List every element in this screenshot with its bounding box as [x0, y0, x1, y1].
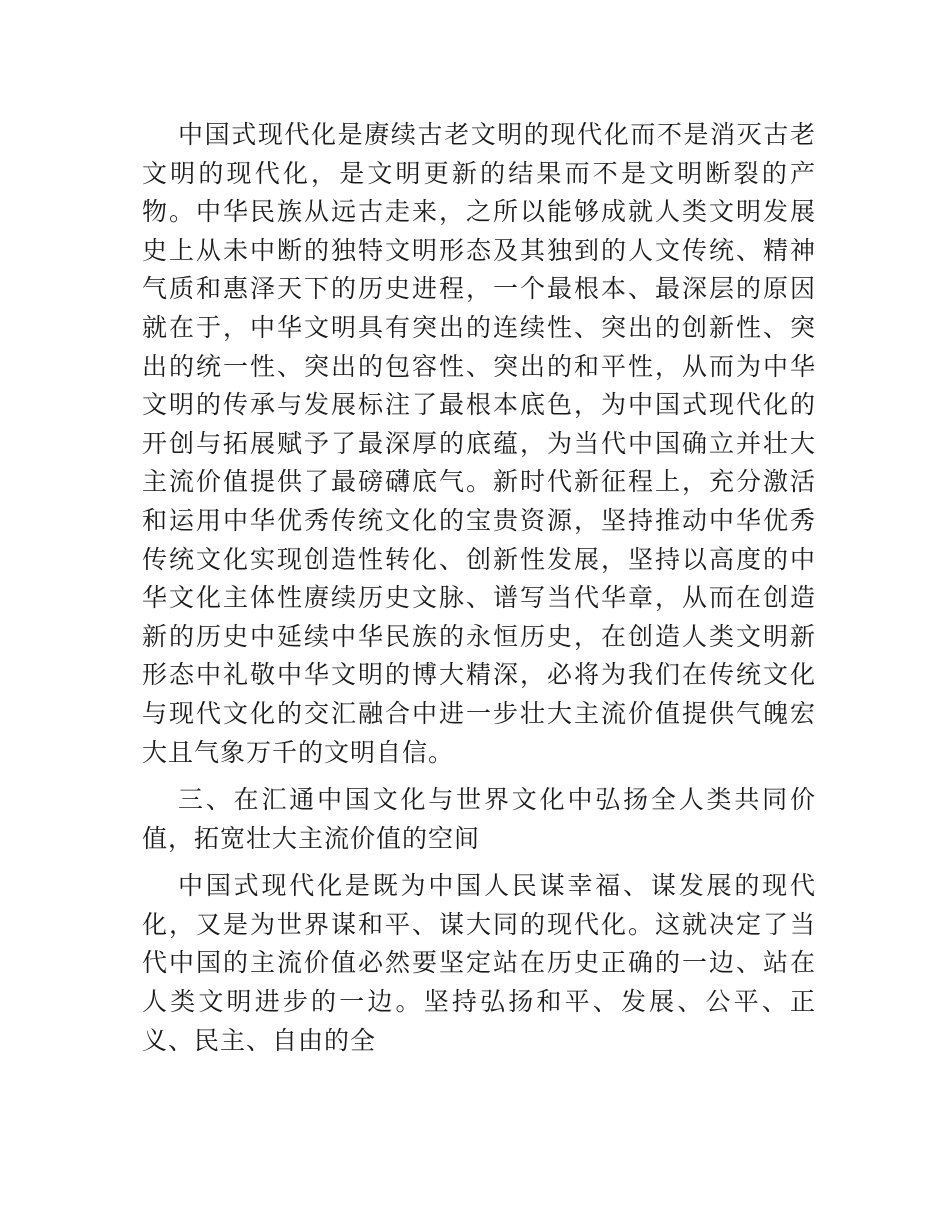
body-paragraph: 中国式现代化是赓续古老文明的现代化而不是消灭古老文明的现代化，是文明更新的结果而不是文明断裂的产物。中华民族从远古走来，之所以能够成就人类文明发展史上从未中断的独特文明形态及其独到的人文传统、精神气质和惠泽天下的历史进程，一个最根本、最深层的原因就在于，中华文明具有突出的连续性、突出的创新性、突出的统一性、突出的包容性、突出的和平性，从而为中华文明的传承与发展标注了最根本底色，为中国式现代化的开创与拓展赋予了最深厚的底蕴，为当代中国确立并壮大主流价值提供了最磅礴底气。新时代新征程上，充分激活和运用中华优秀传统文化的宝贵资源，坚持推动中华优秀传统文化实现创造性转化、创新性发展，坚持以高度的中华文化主体性赓续历史文脉、谱写当代华章，从而在创造新的历史中延续中华民族的永恒历史，在创造人类文明新形态中礼敬中华文明的博大精深，必将为我们在传统文化与现代文化的交汇融合中进一步壮大主流价值提供气魄宏大且气象万千的文明自信。 [142, 120, 816, 767]
section-heading: 三、在汇通中国文化与世界文化中弘扬全人类共同价值，拓宽壮大主流价值的空间 [142, 785, 816, 853]
body-paragraph: 中国式现代化是既为中国人民谋幸福、谋发展的现代化，又是为世界谋和平、谋大同的现代化。这就决定了当代中国的主流价值必然要坚定站在历史正确的一边、站在人类文明进步的一边。坚持弘扬和平、发展、公平、正义、民主、自由的全 [142, 871, 816, 1055]
document-body [142, 116, 816, 1060]
